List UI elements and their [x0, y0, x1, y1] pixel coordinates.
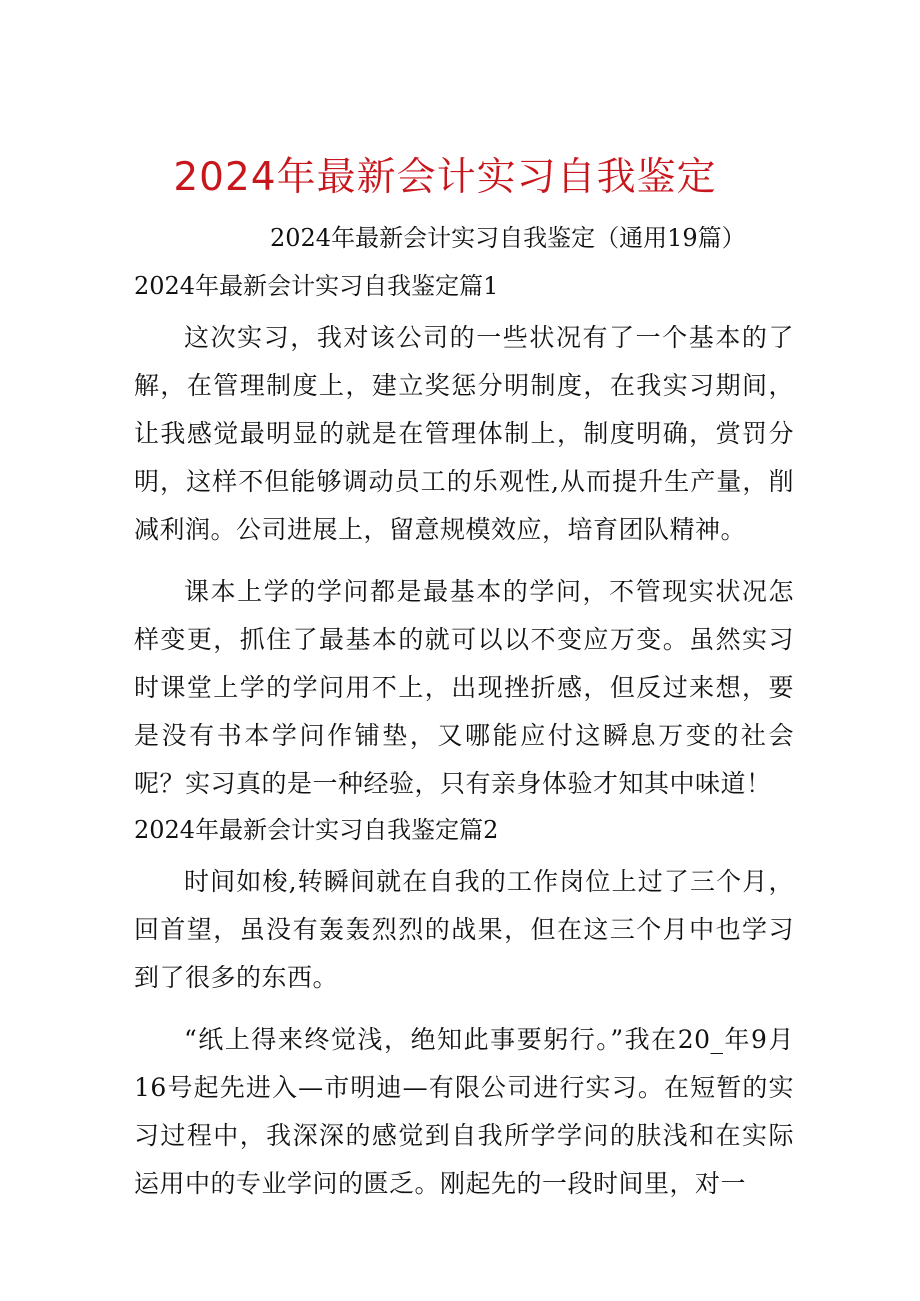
section-2-paragraph-1: 时间如梭,转瞬间就在自我的工作岗位上过了三个月，回首望，虽没有轰轰烈烈的战果，但在这三个月中也学习到了很多的东西。: [134, 867, 794, 992]
section-1-paragraph-2: 课本上学的学问都是最基本的学问，不管现实状况怎样变更，抓住了最基本的就可以以不变应万变。虽然实习时课堂上学的学问用不上，出现挫折感，但反过来想，要是没有书本学问作铺垫，又哪能应付这瞬息万变的社会呢？实习真的是一种经验，只有亲身体验才知其中味道！: [134, 577, 794, 798]
section-2-paragraph-2: “纸上得来终觉浅，绝知此事要躬行。”我在20_年9月16号起先进入—市明迪—有限公司进行实习。在短暂的实习过程中，我深深的感觉到自我所学学问的肤浅和在实际运用中的专业学问的匮乏。刚起先的一段时间里，对一: [134, 1025, 794, 1198]
document-subtitle: 2024年最新会计实习自我鉴定（通用19篇）: [270, 224, 746, 252]
section-heading-2: 2024年最新会计实习自我鉴定篇2: [134, 816, 499, 844]
document-title: 2024年最新会计实习自我鉴定: [173, 155, 717, 200]
section-1-paragraph-1: 这次实习，我对该公司的一些状况有了一个基本的了解，在管理制度上，建立奖惩分明制度，在我实习期间，让我感觉最明显的就是在管理体制上，制度明确，赏罚分明，这样不但能够调动员工的乐观性,从而提升生产量，削减利润。公司进展上，留意规模效应，培育团队精神。: [134, 323, 794, 544]
document-body: [134, 266, 794, 1208]
section-heading-1: 2024年最新会计实习自我鉴定篇1: [134, 272, 499, 300]
